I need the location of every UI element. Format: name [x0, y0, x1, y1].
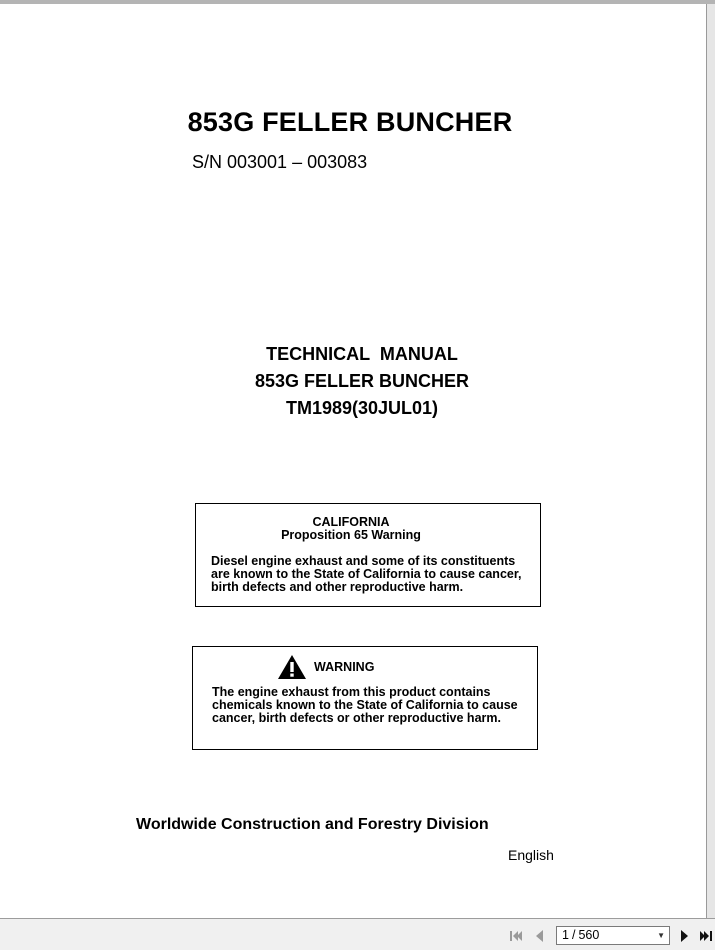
warning-heading: WARNING [314, 660, 375, 674]
california-prop65-box [195, 503, 541, 607]
vertical-scrollbar[interactable] [706, 4, 715, 918]
last-page-icon [699, 929, 713, 943]
warning-triangle-icon [277, 654, 307, 680]
division-name: Worldwide Construction and Forestry Division [136, 816, 489, 833]
next-page-icon [677, 929, 691, 943]
previous-page-button[interactable] [532, 928, 548, 944]
page-separator: / [571, 928, 576, 942]
california-box-header [196, 516, 506, 542]
document-page [0, 4, 707, 918]
warning-header [277, 654, 374, 680]
california-heading: CALIFORNIA [312, 515, 390, 529]
current-page-number: 1 [562, 928, 569, 942]
chevron-down-icon[interactable]: ▼ [657, 931, 665, 940]
california-box-body: Diesel engine exhaust and some of its constituents are known to the State of California to cause cancer, birth defects and other reproductive harm. [211, 554, 522, 594]
manual-line: 853G FELLER BUNCHER [254, 371, 470, 391]
page-navigation-toolbar [0, 918, 715, 950]
first-page-icon [509, 929, 523, 943]
document-language: English [508, 847, 554, 863]
previous-page-icon [533, 929, 547, 943]
warning-box-body: The engine exhaust from this product contains chemicals known to the State of California to cause cancer, birth defects or other reproductive harm. [212, 685, 518, 725]
document-title: 853G FELLER BUNCHER [187, 107, 513, 137]
last-page-button[interactable] [698, 928, 714, 944]
total-page-count: 560 [578, 928, 600, 942]
proposition-65-heading: Proposition 65 Warning [281, 528, 421, 542]
technical-manual-block [0, 341, 715, 422]
serial-number-range: S/N 003001 – 003083 [192, 152, 368, 172]
page-number-field[interactable] [556, 926, 670, 945]
first-page-button[interactable] [508, 928, 524, 944]
manual-line: TM1989(30JUL01) [285, 398, 439, 418]
warning-box [192, 646, 538, 750]
next-page-button[interactable] [676, 928, 692, 944]
manual-line: TECHNICAL MANUAL [266, 344, 458, 364]
